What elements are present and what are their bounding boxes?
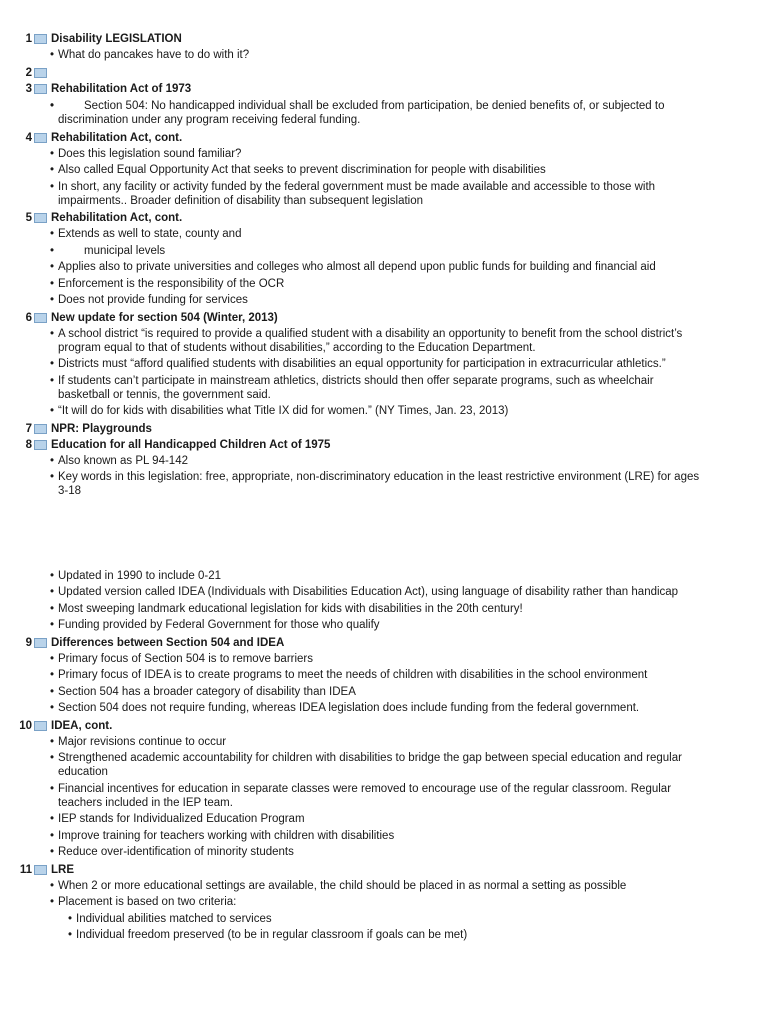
bullet-item-section-504 [0, 99, 768, 127]
slide-6 [0, 310, 768, 419]
bullet-item: • Section 504 does not require funding, whereas IDEA legislation does include funding from the federal government. [0, 701, 768, 715]
slide-number: 9 [25, 636, 32, 649]
slide-3 [0, 81, 768, 128]
slide-header[interactable] [0, 210, 768, 226]
slide-7 [0, 421, 768, 437]
bullet-item: • Extends as well to state, county and [0, 227, 768, 241]
bullet-item: • Updated version called IDEA (Individuals with Disabilities Education Act), using language of disability rather than handicap [0, 585, 768, 599]
slide-thumbnail-icon[interactable] [34, 68, 47, 78]
bullet-item: • Primary focus of IDEA is to create programs to meet the needs of children with disabilities in the school environment [0, 668, 768, 682]
slide-number: 10 [19, 719, 32, 732]
bullet-item: • Most sweeping landmark educational legislation for kids with disabilities in the 20th century! [0, 602, 768, 616]
slide-1 [0, 31, 768, 62]
bullet-item: • Applies also to private universities and colleges who almost all depend upon public funds for building and financial aid [0, 260, 768, 274]
bullet-item: • “It will do for kids with disabilities what Title IX did for women.” (NY Times, Jan. 23, 2013) [0, 404, 768, 418]
bullet-item: • When 2 or more educational settings are available, the child should be placed in as normal a setting as possible [0, 879, 768, 893]
slide-number: 2 [25, 66, 32, 79]
slide-thumbnail-icon[interactable] [34, 213, 47, 223]
slide-title: New update for section 504 (Winter, 2013) [51, 311, 278, 324]
bullet-item: • In short, any facility or activity funded by the federal government must be made available and accessible to those with impairments.. Broader definition of disability than subsequent legislation [0, 180, 768, 208]
slide-10 [0, 718, 768, 860]
slide-header[interactable] [0, 862, 768, 878]
slide-number: 6 [25, 311, 32, 324]
slide-2 [0, 65, 768, 81]
slide-thumbnail-icon[interactable] [34, 865, 47, 875]
slide-header[interactable] [0, 421, 768, 437]
bullet-item: • Key words in this legislation: free, appropriate, non-discriminatory education in the least restrictive environment (LRE) for ages 3-18 [0, 470, 768, 498]
slide-header[interactable] [0, 130, 768, 146]
bullet-item: • IEP stands for Individualized Education Program [0, 812, 768, 826]
slide-thumbnail-icon[interactable] [34, 721, 47, 731]
bullet-item: • If students can’t participate in mainstream athletics, districts should then offer separate programs, such as wheelchair basketball or tennis, the government said. [0, 374, 768, 402]
bullet-item: • Placement is based on two criteria: [0, 895, 768, 909]
slide-thumbnail-icon[interactable] [34, 133, 47, 143]
slide-title: Rehabilitation Act of 1973 [51, 82, 192, 95]
bullet-item-indented [0, 244, 768, 258]
bullet-text: municipal levels [84, 244, 166, 257]
sub-bullet-item: • Individual freedom preserved (to be in regular classroom if goals can be met) [0, 928, 768, 942]
slide-number: 4 [25, 131, 32, 144]
bullet-item: • Financial incentives for education in separate classes were removed to encourage use of the regular classroom. Regular teachers included in the IEP team. [0, 782, 768, 810]
bullet-item: • Does not provide funding for services [0, 293, 768, 307]
slide-title: IDEA, cont. [51, 719, 113, 732]
slide-thumbnail-icon[interactable] [34, 313, 47, 323]
slide-9 [0, 635, 768, 716]
bullet-item: • Funding provided by Federal Government for those who qualify [0, 618, 768, 632]
slide-title: NPR: Playgrounds [51, 422, 152, 435]
bullet-item: • Primary focus of Section 504 is to remove barriers [0, 652, 768, 666]
slide-number: 5 [25, 212, 32, 224]
slide-8 [0, 437, 768, 633]
slide-header[interactable] [0, 718, 768, 734]
bullet-item: • Major revisions continue to occur [0, 735, 768, 749]
outline-list [0, 31, 768, 945]
bullet-item: • Reduce over-identification of minority students [0, 845, 768, 859]
slide-title: LRE [51, 863, 74, 876]
slide-thumbnail-icon[interactable] [34, 638, 47, 648]
bullet-item: • Does this legislation sound familiar? [0, 147, 768, 161]
slide-header[interactable] [0, 310, 768, 326]
bullet-item: • What do pancakes have to do with it? [0, 48, 768, 62]
bullet-text: Section 504: No handicapped individual shall be excluded from participation, be denied benefits of, or subjected to discrimination under any program receiving federal funding. [58, 100, 665, 126]
bullet-item: • Section 504 has a broader category of disability than IDEA [0, 685, 768, 699]
slide-header[interactable] [0, 437, 768, 453]
bullet-item: • Strengthened academic accountability for children with disabilities to bridge the gap between special education and regular education [0, 751, 768, 779]
bullet-item: • Updated in 1990 to include 0-21 [0, 569, 768, 583]
slide-header[interactable] [0, 31, 768, 47]
slide-number: 8 [25, 438, 32, 451]
bullet-item: • Also called Equal Opportunity Act that seeks to prevent discrimination for people with disabilities [0, 163, 768, 177]
bullet-item: • Districts must “afford qualified students with disabilities an equal opportunity for participation in extracurricular athletics.” [0, 357, 768, 371]
bullet-item: • Also known as PL 94-142 [0, 454, 768, 468]
slide-header[interactable] [0, 65, 768, 81]
slide-title: Differences between Section 504 and IDEA [51, 636, 285, 649]
slide-title: Rehabilitation Act, cont. [51, 212, 183, 224]
slide-11 [0, 862, 768, 943]
slide-thumbnail-icon[interactable] [34, 34, 47, 44]
slide-thumbnail-icon[interactable] [34, 424, 47, 434]
bullet-item: • Improve training for teachers working with children with disabilities [0, 829, 768, 843]
sub-bullet-item: • Individual abilities matched to services [0, 912, 768, 926]
slide-number: 1 [25, 33, 32, 45]
slide-header[interactable] [0, 81, 768, 97]
slide-title: Education for all Handicapped Children Act of 1975 [51, 438, 331, 451]
slide-thumbnail-icon[interactable] [34, 84, 47, 94]
slide-4 [0, 130, 768, 208]
slide-number: 7 [25, 422, 32, 435]
slide-thumbnail-icon[interactable] [34, 440, 47, 450]
slide-header[interactable] [0, 635, 768, 651]
blank-gap [0, 501, 768, 568]
slide-title: Rehabilitation Act, cont. [51, 131, 183, 144]
bullet-item: • A school district “is required to provide a qualified student with a disability an opportunity to benefit from the school district’s program equal to that of students without disabilities,” according to the Education Department. [0, 327, 768, 355]
slide-title: Disability LEGISLATION [51, 33, 182, 45]
slide-5 [0, 210, 768, 307]
slide-number: 11 [19, 863, 32, 876]
slide-number: 3 [25, 82, 32, 95]
bullet-item: • Enforcement is the responsibility of the OCR [0, 277, 768, 291]
